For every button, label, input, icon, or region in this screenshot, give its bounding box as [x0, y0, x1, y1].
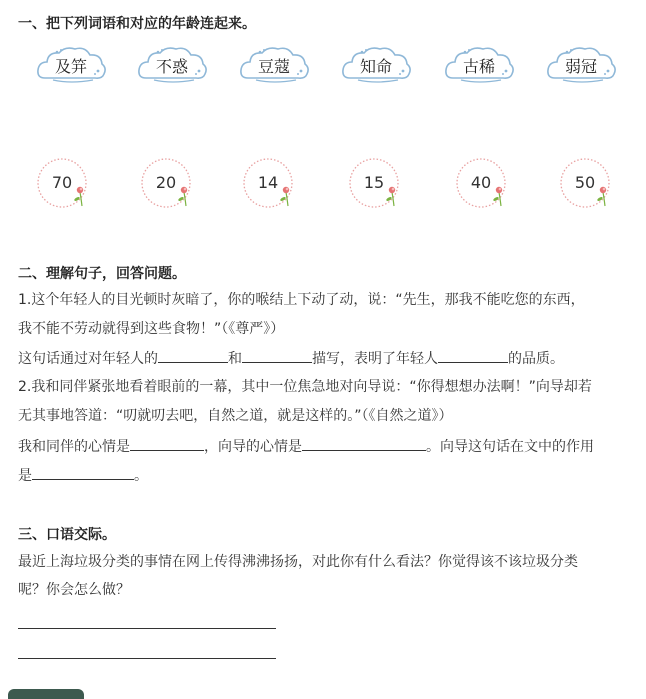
bottom-tab: [8, 689, 84, 699]
age-circle[interactable]: [559, 156, 615, 212]
age-circle[interactable]: [140, 156, 196, 212]
age-circle[interactable]: [242, 156, 298, 212]
answer-blank[interactable]: [130, 436, 204, 451]
word-label: 弱冠: [564, 57, 597, 76]
answer-blank[interactable]: [32, 465, 134, 480]
age-circle[interactable]: [455, 156, 511, 212]
age-label: 50: [574, 173, 596, 192]
word-cloud[interactable]: [136, 44, 208, 84]
age-circle[interactable]: [36, 156, 92, 212]
section1-heading: 一、把下列词语和对应的年龄连起来。: [18, 16, 256, 32]
q2-question-cont: [18, 465, 148, 486]
word-cloud[interactable]: [545, 44, 617, 84]
word-cloud[interactable]: [238, 44, 310, 84]
answer-blank[interactable]: [302, 436, 426, 451]
section3-text-line: 最近上海垃圾分类的事情在网上传得沸沸扬扬，对此你有什么看法？你觉得该不该垃圾分类: [18, 554, 578, 570]
q2-prompt-part: 我和同伴的心情是: [18, 439, 130, 455]
q1-prompt-part: 这句话通过对年轻人的: [18, 351, 158, 367]
q2-question: [18, 436, 594, 457]
answer-blank[interactable]: [242, 348, 312, 363]
age-circle[interactable]: [348, 156, 404, 212]
word-cloud[interactable]: [340, 44, 412, 84]
q1-text-line: 1.这个年轻人的目光顿时灰暗了，你的喉结上下动了动，说：“先生，那我不能吃您的东西，: [18, 292, 585, 308]
q1-prompt-part: 和: [228, 351, 242, 367]
writing-line[interactable]: [18, 658, 276, 659]
word-label: 知命: [359, 57, 392, 76]
q1-text-line: 我不能不劳动就得到这些食物！”（《尊严》）: [18, 321, 285, 337]
q2-prompt-part: 。向导这句话在文中的作用: [426, 439, 594, 455]
section3-heading: 三、口语交际。: [18, 527, 116, 543]
age-label: 40: [470, 173, 492, 192]
answer-blank[interactable]: [438, 348, 508, 363]
word-cloud[interactable]: [443, 44, 515, 84]
q2-text-line: 无其事地答道：“叨就叨去吧，自然之道，就是这样的。”（《自然之道》）: [18, 408, 453, 424]
age-label: 14: [257, 173, 279, 192]
section3-text-line: 呢？你会怎么做？: [18, 582, 130, 598]
word-label: 不惑: [155, 57, 188, 76]
section2-heading: 二、理解句子，回答问题。: [18, 266, 186, 282]
answer-blank[interactable]: [158, 348, 228, 363]
q1-prompt-part: 描写，表明了年轻人: [312, 351, 438, 367]
q1-prompt-part: 的品质。: [508, 351, 564, 367]
writing-line[interactable]: [18, 628, 276, 629]
q2-text-line: 2.我和同伴紧张地看着眼前的一幕，其中一位焦急地对向导说：“你得想想办法啊！”向导却若: [18, 379, 592, 395]
word-label: 古稀: [462, 57, 495, 76]
age-label: 70: [51, 173, 73, 192]
word-cloud[interactable]: [35, 44, 107, 84]
word-label: 及笄: [54, 57, 87, 76]
q2-prompt-part: 是: [18, 468, 32, 484]
q1-question: [18, 348, 564, 369]
age-label: 15: [363, 173, 385, 192]
word-label: 豆蔻: [257, 57, 290, 76]
q2-prompt-part: ，向导的心情是: [204, 439, 302, 455]
q2-prompt-part: 。: [134, 468, 148, 484]
age-label: 20: [155, 173, 177, 192]
